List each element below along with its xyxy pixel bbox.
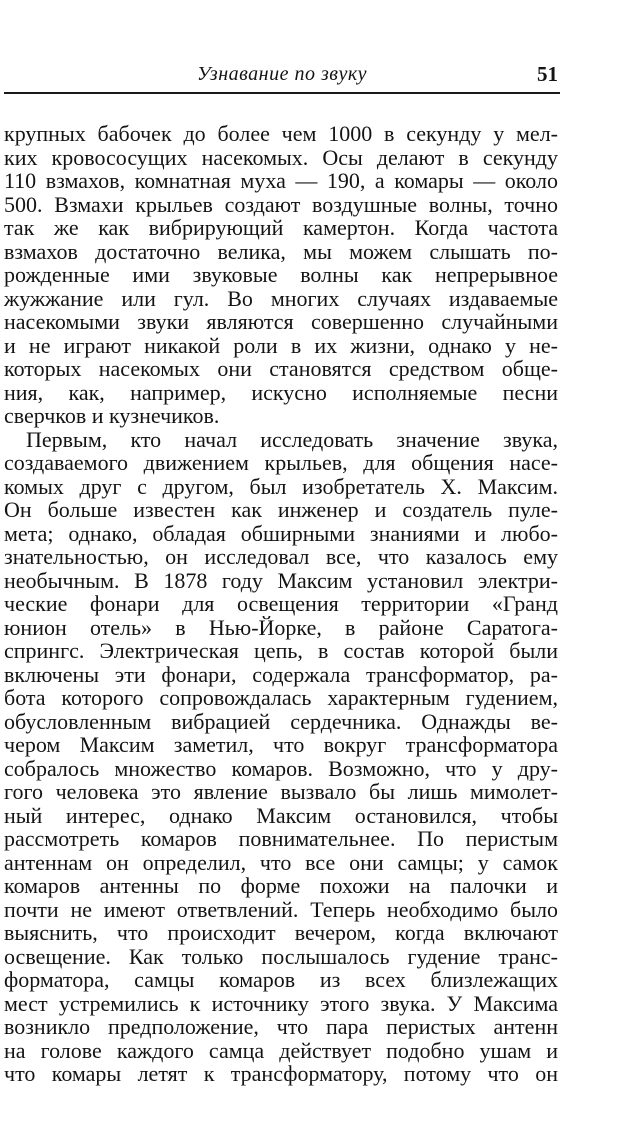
text-line: включены эти фонари, содержала трансформатор, ра- xyxy=(4,661,558,687)
text-line: 110 взмахов, комнатная муха — 190, а комары — около xyxy=(4,168,558,193)
text-line: сверчков и кузнечиков. xyxy=(4,403,220,428)
body-text xyxy=(4,122,558,1086)
text-line: собралось множество комаров. Возможно, что у дру- xyxy=(4,755,558,781)
text-line: юнион отель» в Нью-Йорке, в районе Саратога- xyxy=(4,614,558,640)
text-line: ческие фонари для освещения территории «Гранд xyxy=(4,591,558,616)
text-line: комых друг с другом, был изобретатель X. Максим. xyxy=(4,473,558,499)
text-line: выяснить, что происходит вечером, когда включают xyxy=(4,920,558,945)
text-line: чером Максим заметил, что вокруг трансформатора xyxy=(4,732,558,757)
text-line: гого человека это явление вызвало бы лишь мимолет- xyxy=(4,779,558,804)
text-line: ный интерес, однако Максим остановился, чтобы xyxy=(4,802,558,828)
page-number: 51 xyxy=(537,62,558,86)
text-line: необычным. В 1878 году Максим установил электри- xyxy=(4,567,558,593)
text-line: мета; однако, обладая обширными знаниями и любо- xyxy=(4,520,558,546)
text-line: 500. Взмахи крыльев создают воздушные волны, точно xyxy=(4,191,558,217)
text-line: знательностью, он исследовал все, что казалось ему xyxy=(4,544,558,569)
text-line: насекомыми звуки являются совершенно случайными xyxy=(4,309,558,334)
text-line: создаваемого движением крыльев, для общения насе- xyxy=(4,450,558,475)
text-line: Первым, кто начал исследовать значение звука, xyxy=(26,426,558,452)
text-line: что комары летят к трансформатору, потому что он xyxy=(4,1061,558,1086)
text-line: форматора, самцы комаров из всех близлежащих xyxy=(4,967,558,992)
text-line: комаров антенны по форме похожи на палочки и xyxy=(4,873,558,898)
text-line: ких кровососущих насекомых. Осы делают в секунду xyxy=(4,144,558,170)
text-line: бота которого сопровождалась характерным гудением, xyxy=(4,685,558,710)
text-line: жужжание или гул. Во многих случаях издаваемые xyxy=(4,285,558,311)
running-head xyxy=(4,62,560,94)
text-line: мест устремились к источнику этого звука. У Максима xyxy=(4,990,558,1016)
text-line: на голове каждого самца действует подобно ушам и xyxy=(4,1037,558,1063)
text-line: так же как вибрирующий камертон. Когда частота xyxy=(4,215,558,240)
text-line: почти не имеют ответвлений. Теперь необходимо было xyxy=(4,896,558,922)
text-line: взмахов достаточно велика, мы можем слышать по- xyxy=(4,238,558,264)
text-line: возникло предположение, что пара перистых антенн xyxy=(4,1014,558,1039)
text-line: освещение. Как только послышалось гудение транс- xyxy=(4,943,558,969)
text-line: которых насекомых они становятся средством обще- xyxy=(4,356,558,381)
text-line: крупных бабочек до более чем 1000 в секунду у мел- xyxy=(4,121,558,146)
text-line: обусловленным вибрацией сердечника. Однажды ве- xyxy=(4,708,558,734)
text-line: и не играют никакой роли в их жизни, однако у не- xyxy=(4,332,558,358)
text-line: антеннам он определил, что все они самцы; у самок xyxy=(4,849,558,875)
text-line: рожденные ими звуковые волны как непрерывное xyxy=(4,262,558,287)
text-line: рассмотреть комаров повнимательнее. По перистым xyxy=(4,826,558,851)
text-line: Он больше известен как инженер и создатель пуле- xyxy=(4,497,558,522)
text-line: ния, как, например, искусно исполняемые песни xyxy=(4,379,558,405)
running-title: Узнавание по звуку xyxy=(196,63,368,85)
text-line: спрингс. Электрическая цепь, в состав которой были xyxy=(4,638,558,663)
